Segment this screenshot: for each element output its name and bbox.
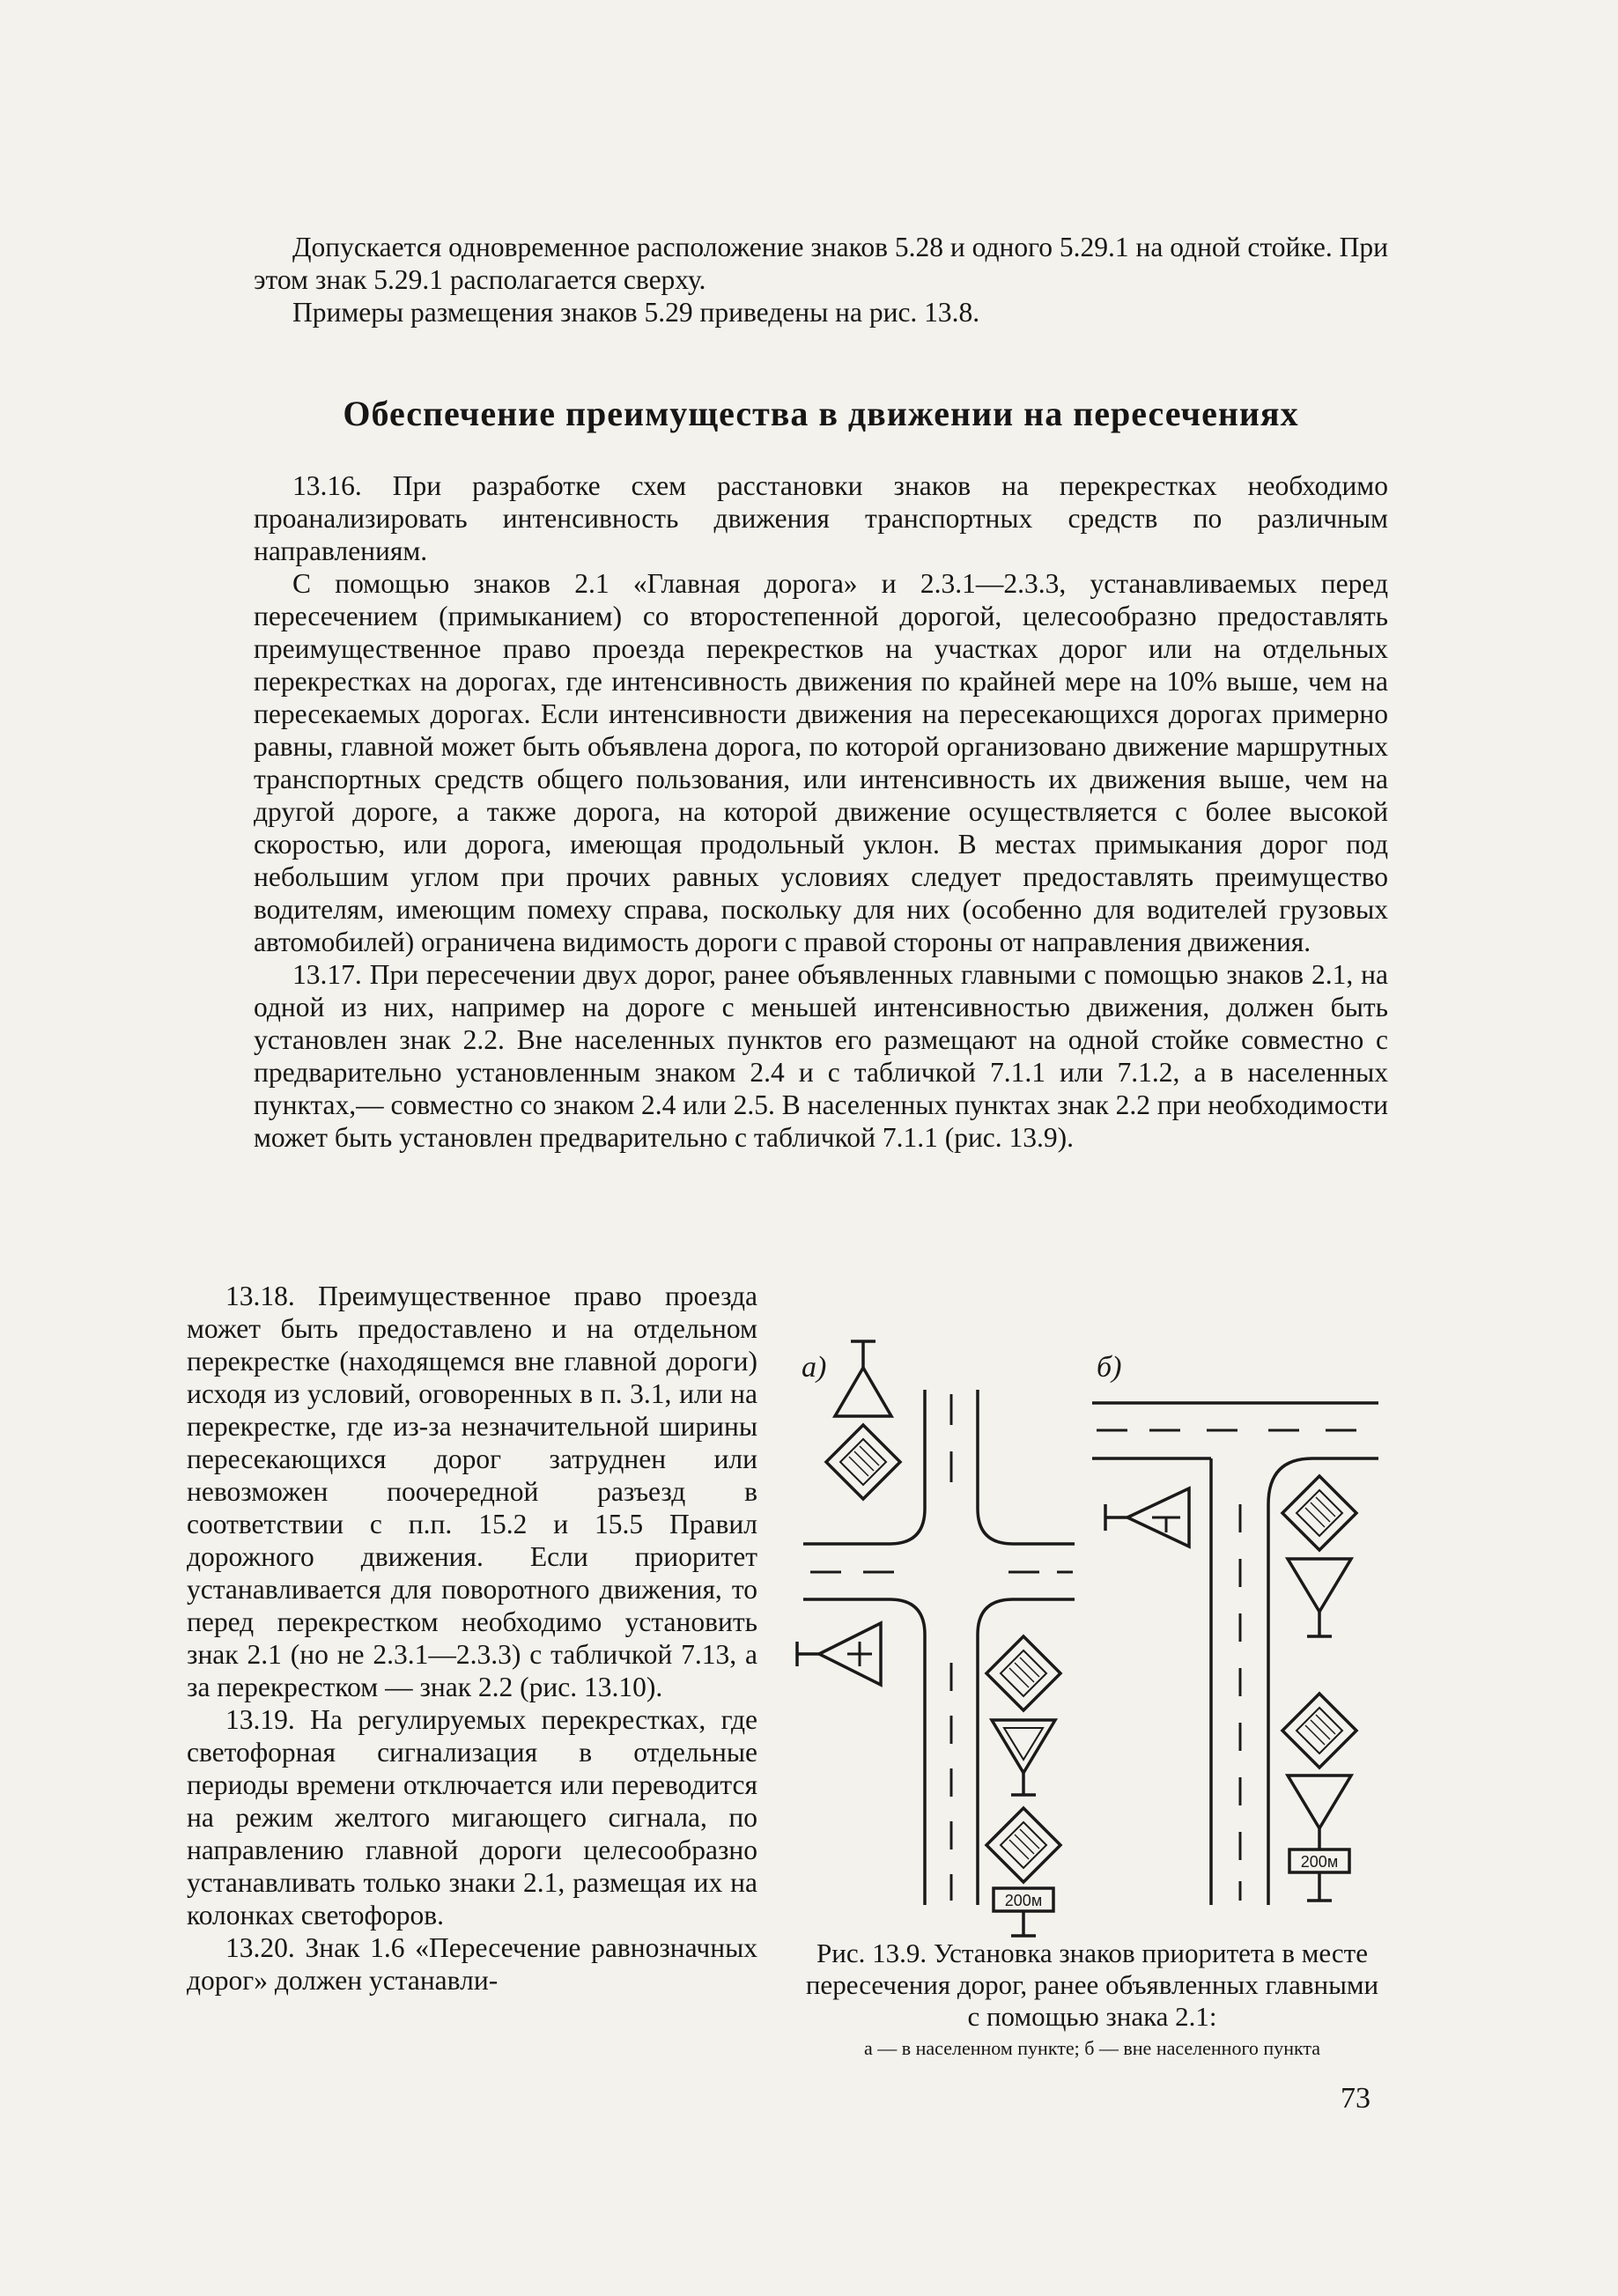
intro-block	[254, 231, 1388, 329]
paragraph-13-17: 13.17. При пересечении двух дорог, ранее объявленных главными с помощью знаков 2.1, на одной из них, например на дороге с меньшей интенсивностью движения, должен быть установлен знак 2.2. Вне населенных пунктов его размещают на одной стойке совместно с предварительно установленным знаком 2.4 и с табличкой 7.1.1 или 7.1.2, а в населенных пунктах,— совместно со знаком 2.4 или 2.5. В населенных пунктах знак 2.2 при необходимости может быть установлен предварительно с табличкой 7.1.1 (рис. 13.9).	[254, 959, 1388, 1153]
main-road-sign-b-lower	[1282, 1694, 1356, 1768]
figure-diagram	[793, 1328, 1383, 1945]
figure-label-b: б)	[1097, 1351, 1122, 1384]
plate-b-text: 200м	[1300, 1853, 1339, 1871]
figure-caption	[802, 1938, 1383, 2061]
intro-paragraph-1: Допускается одновременное расположение знаков 5.28 и одного 5.29.1 на одной стойке. При этом знак 5.29.1 располагается сверху.	[254, 232, 1388, 295]
paragraph-13-18: 13.18. Преимущественное право проезда может быть предоставлено и на отдельном перекрестке (находящемся вне главной дороги) исходя из условий, оговоренных в п. 3.1, или на перекрестке, где из-за незначительной ширины пересекающихся дорог затруднен или невозможен поочередной разъезд в соответствии с п.п. 15.2 и 15.5 Правил дорожного движения. Если приоритет устанавливается для поворотного движения, то перед перекрестком необходимо установить знак 2.1 (но не 2.3.1—2.3.3) с табличкой 7.13, а за перекрестком — знак 2.2 (рис. 13.10).	[187, 1281, 757, 1702]
caption-sub: а — в населенном пункте; б — вне населенного пункта	[863, 2037, 1321, 2059]
left-column	[187, 1280, 757, 1997]
section-title: Обеспечение преимущества в движении на пересечениях	[343, 394, 1299, 433]
main-road-sign-a-top	[826, 1425, 900, 1499]
give-way-sign-b-top	[1288, 1559, 1351, 1612]
intro-paragraph-2: Примеры размещения знаков 5.29 приведены на рис. 13.8.	[292, 297, 980, 328]
main-road-sign-a-lower	[986, 1808, 1060, 1882]
road-edge-a-top-left	[803, 1390, 925, 1544]
road-edge-a-bottom-right	[978, 1599, 1075, 1905]
paragraph-13-16-intro: 13.16. При разработке схем расстановки знаков на перекрестках необходимо проанализировать интенсивность движения транспортных средств по различным направлениям.	[254, 470, 1388, 566]
page-number: 73	[1341, 2082, 1370, 2115]
caption-main: Рис. 13.9. Установка знаков приоритета в месте пересечения дорог, ранее объявленных главными с помощью знака 2.1:	[805, 1938, 1379, 2032]
plate-a-text: 200м	[1004, 1892, 1043, 1909]
yield-sign-a-top	[835, 1368, 891, 1416]
lane-markings-b	[1097, 1430, 1356, 1901]
give-way-sign-b-lower	[1288, 1776, 1351, 1828]
main-road-sign-a-bottom	[986, 1636, 1060, 1710]
paragraph-13-20: 13.20. Знак 1.6 «Пересечение равнозначных дорог» должен устанавли-	[187, 1932, 757, 1996]
road-edge-a-bottom-left	[803, 1599, 925, 1905]
paragraph-13-19: 13.19. На регулируемых перекрестках, где светофорная сигнализация в отдельные периоды времени отключается или переводится на режим желтого мигающего сигнала, по направлению главной дороги целесообразно устанавливать только знаки 2.1, размещая их на колонках светофоров.	[187, 1704, 757, 1931]
figure-label-a: а)	[802, 1351, 827, 1384]
paragraph-13-16-main: С помощью знаков 2.1 «Главная дорога» и 2.3.1—2.3.3, устанавливаемых перед пересечением (примыканием) со второстепенной дорогой, целесообразно предоставлять преимущественное право проезда перекрестков на участках дорог или на отдельных перекрестках на дорогах, где интенсивность движения по крайней мере на 10% выше, чем на пересекаемых дорогах. Если интенсивности движения на пересекающихся дорогах примерно равны, главной может быть объявлена дорога, по которой организовано движение маршрутных транспортных средств общего пользования, или интенсивность их движения выше, чем на другой дороге, а также дорога, на которой движение осуществляется с более высокой скоростью, или дорога, имеющая продольный уклон. В местах примыкания дорог под небольшим углом при прочих равных условиях следует предоставлять преимущество водителям, имеющим помеху справа, поскольку для них (особенно для водителей грузовых автомобилей) ограничена видимость дороги с правой стороны от направления движения.	[254, 568, 1388, 957]
figure-13-9	[793, 1328, 1383, 2024]
road-edge-a-top-right	[978, 1390, 1075, 1544]
section-body	[254, 469, 1388, 1154]
main-road-sign-b-top	[1282, 1476, 1356, 1550]
